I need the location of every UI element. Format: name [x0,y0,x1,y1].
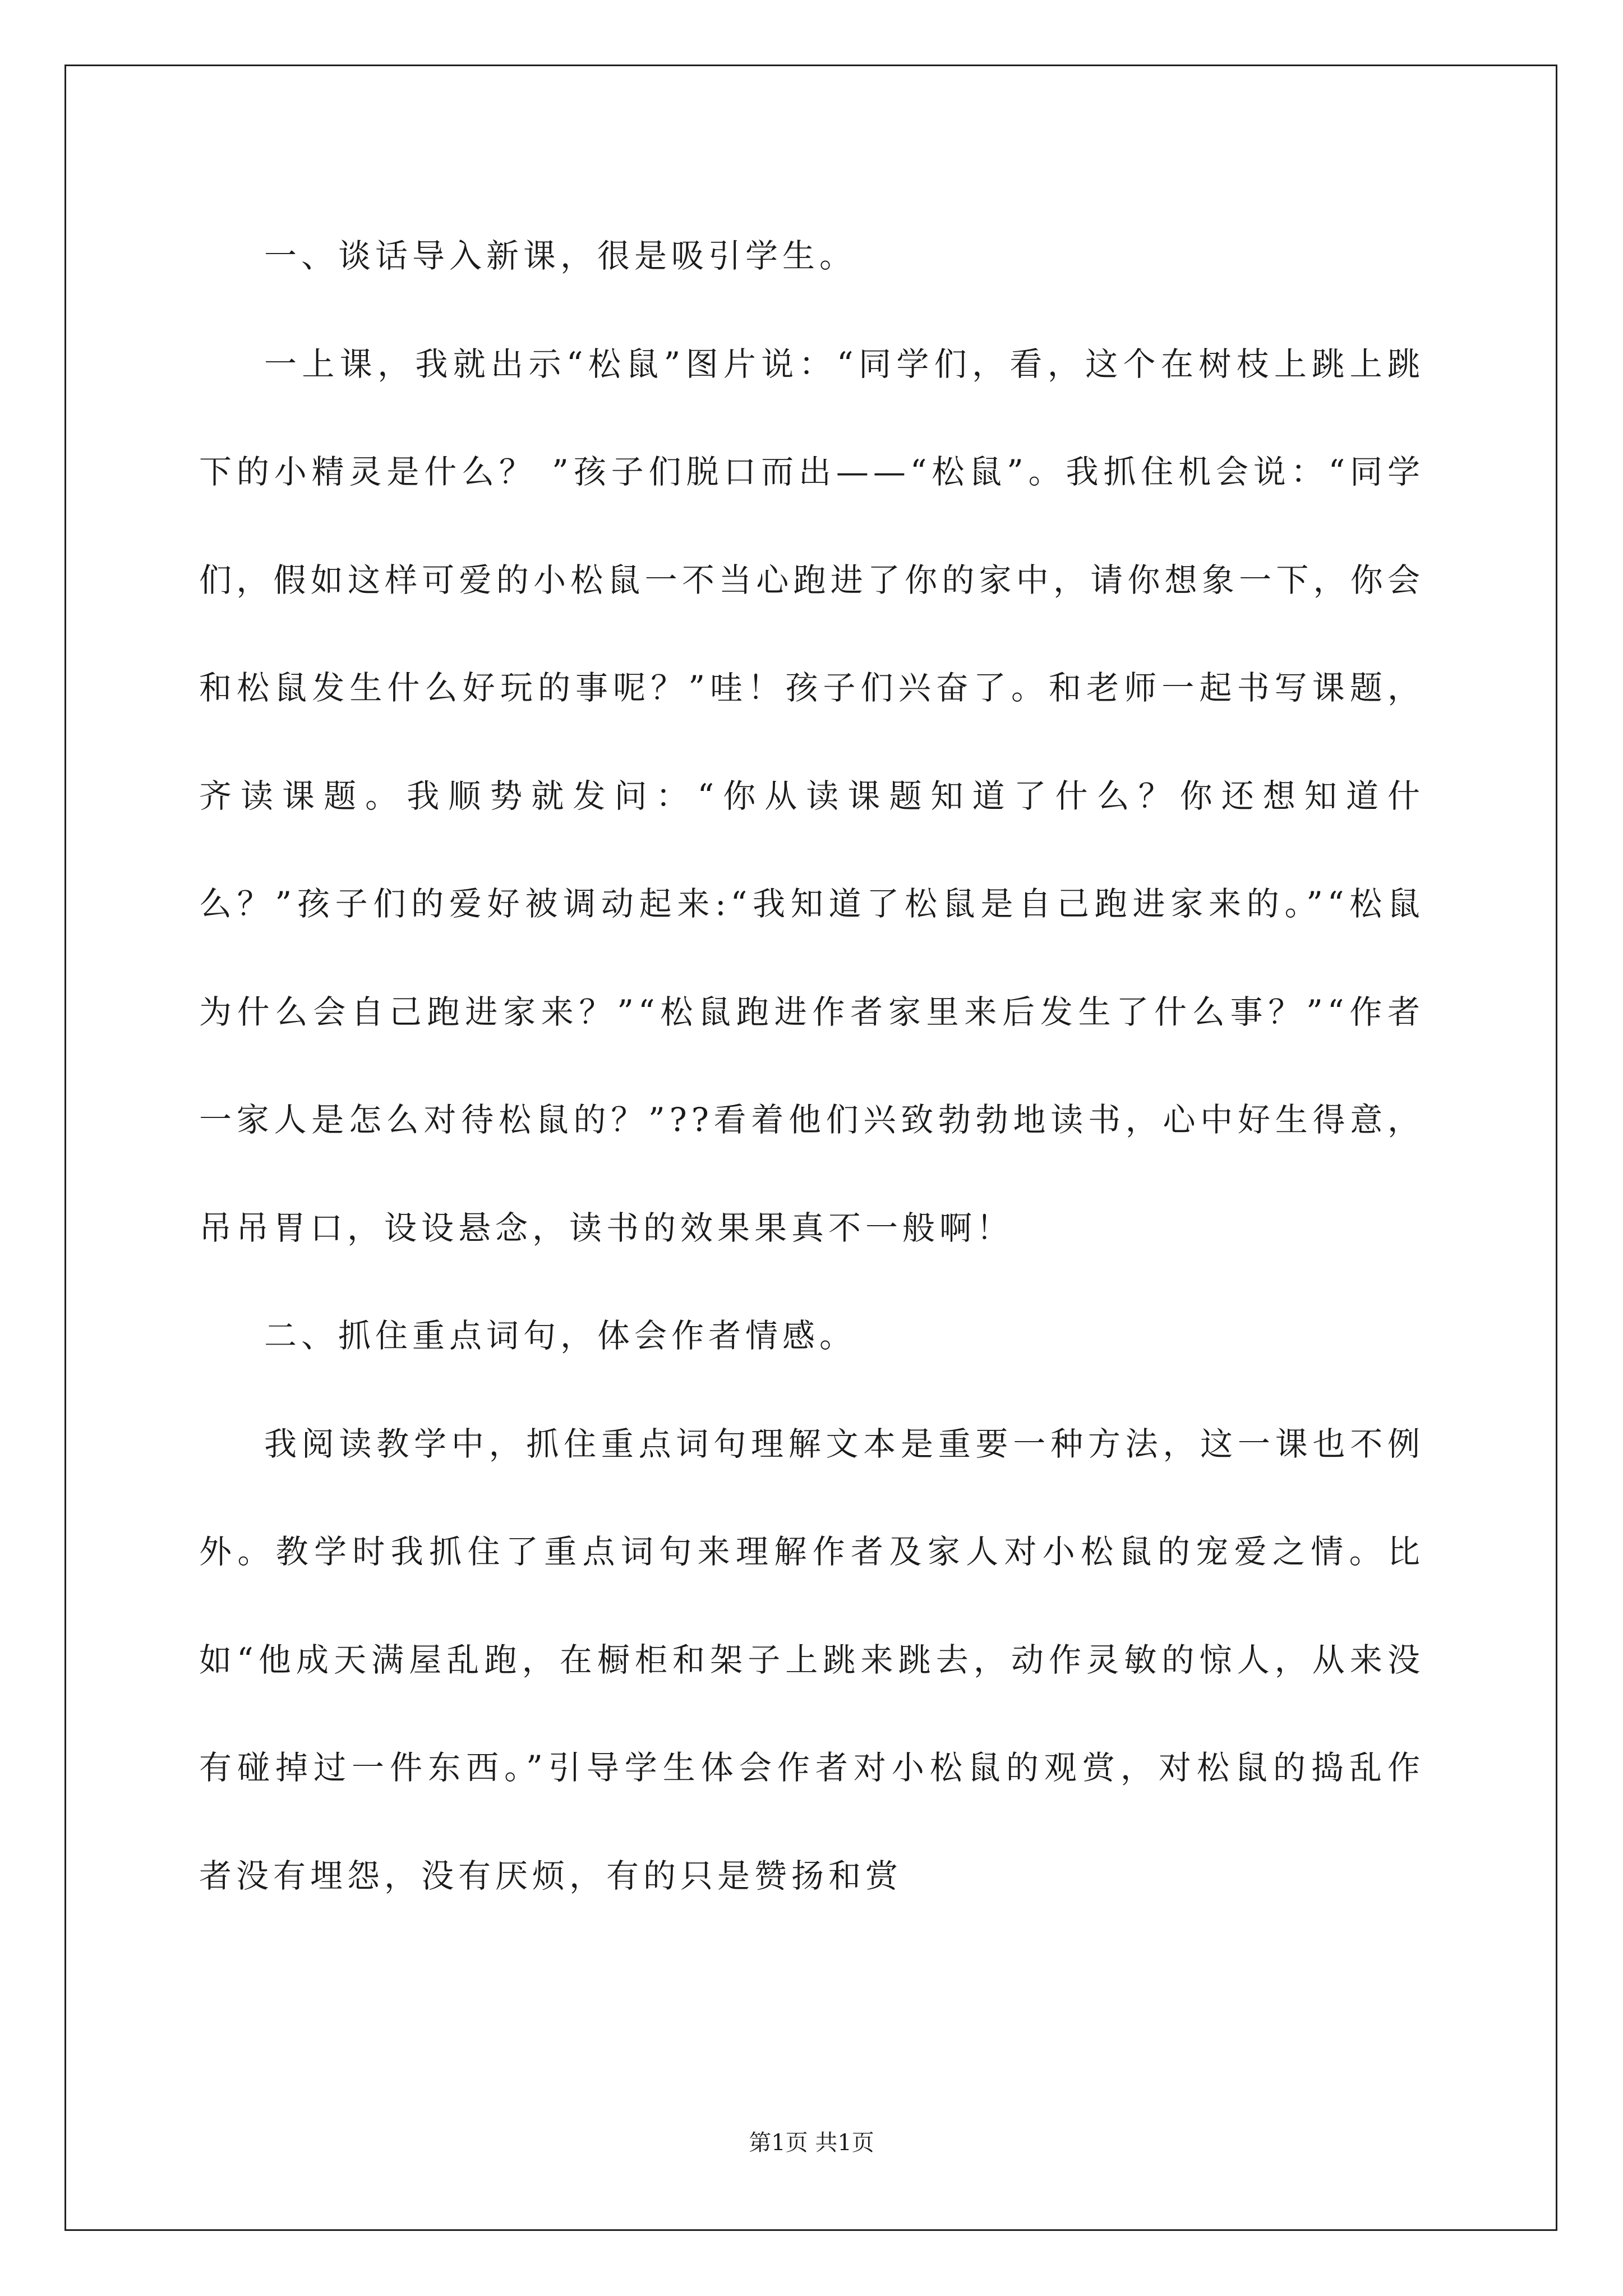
body-paragraph-1: 一上课，我就出示“松鼠”图片说：“同学们，看，这个在树枝上跳上跳下的小精灵是什么？ ”孩子们脱口而出——“松鼠”。我抓住机会说：“同学们，假如这样可爱的小松鼠一不当心跑进了你的家中，请你想象一下，你会和松鼠发生什么好玩的事呢？”哇！孩子们兴奋了。和老师一起书写课题，齐读课题。我顺势就发问：“你从读课题知道了什么？你还想知道什么？”孩子们的爱好被调动起来:“我知道了松鼠是自己跑进家来的。”“松鼠为什么会自己跑进家来？”“松鼠跑进作者家里来后发生了什么事？”“作者一家人是怎么对待松鼠的？”??看着他们兴致勃勃地读书，心中好生得意，吊吊胃口，设设悬念，读书的效果果真不一般啊！ [199,344,1424,1247]
section-heading-1: 一、谈话导入新课，很是吸引学生。 [264,237,857,275]
page-footer: 第1页 共1页 [749,2130,874,2156]
document-body [199,202,1424,1930]
body-paragraph-2: 我阅读教学中，抓住重点词句理解文本是重要一种方法，这一课也不例外。教学时我抓住了重点词句来理解作者及家人对小松鼠的宠爱之情。比如“他成天满屋乱跑，在橱柜和架子上跳来跳去，动作灵敏的惊人，从来没有碰掉过一件东西。”引导学生体会作者对小松鼠的观赏，对松鼠的捣乱作者没有埋怨，没有厌烦，有的只是赞扬和赏 [199,1424,1424,1895]
section-heading-2: 二、抓住重点词句，体会作者情感。 [264,1317,857,1355]
